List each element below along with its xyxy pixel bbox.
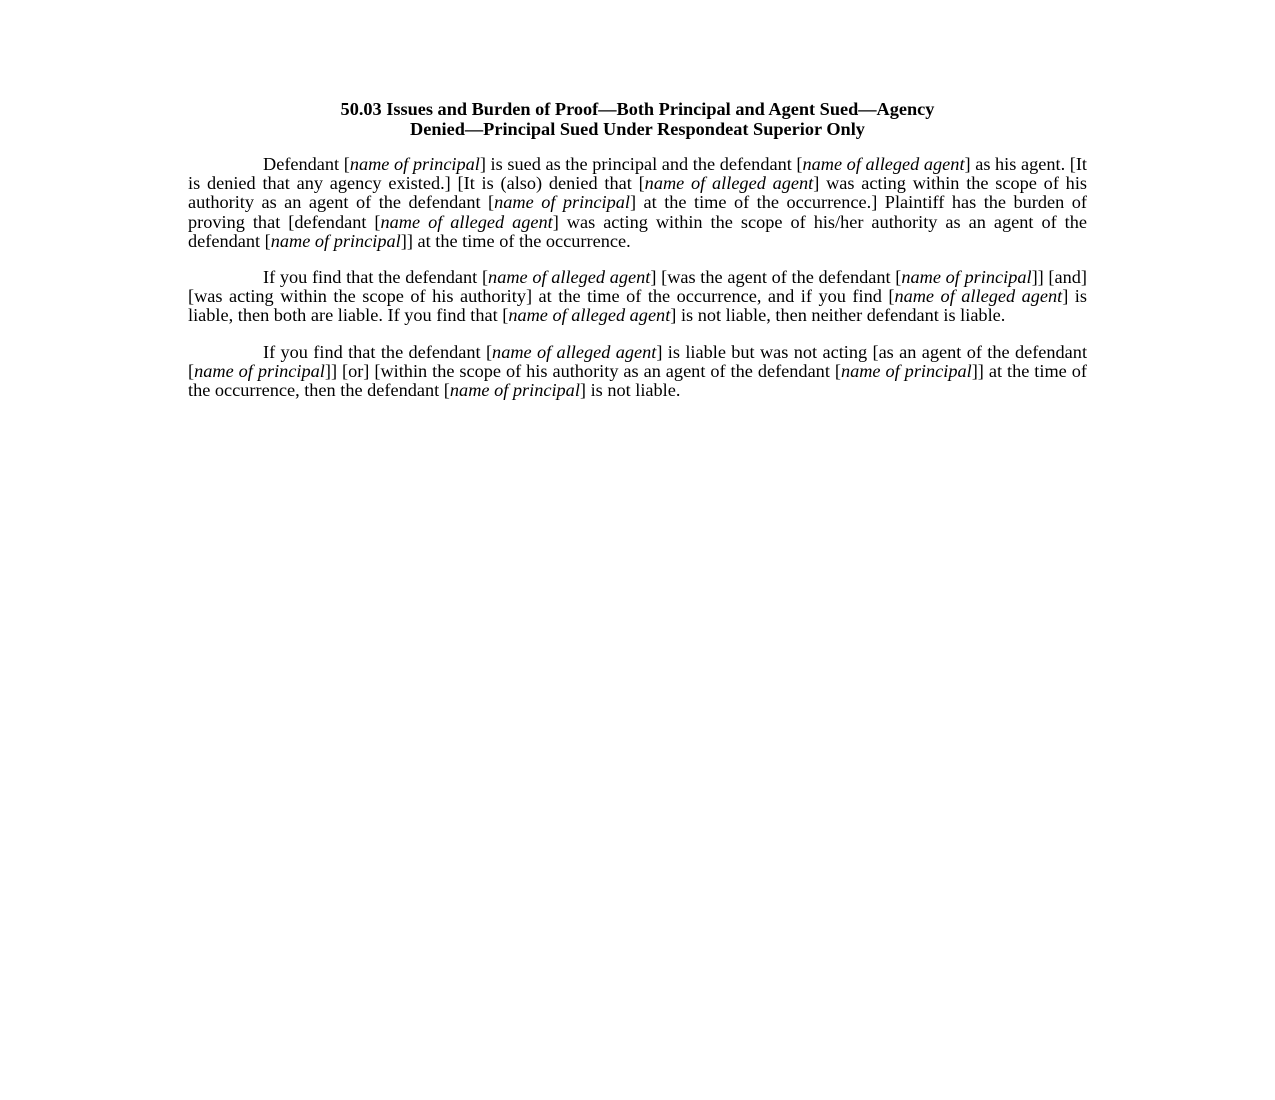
paragraph-text: Defendant [	[263, 154, 350, 174]
placeholder-text: name of principal	[494, 192, 630, 213]
paragraph-text: ] is not liable, then neither defendant is liable.	[670, 305, 1006, 326]
placeholder-text: name of principal	[349, 154, 480, 174]
paragraph-burden-of-proof	[188, 155, 1087, 251]
placeholder-text: name of alleged agent	[488, 267, 651, 288]
paragraph-text: If you find that the defendant [	[263, 341, 493, 362]
paragraph-text: ] is liable, then both are liable. If you find that [	[188, 286, 1088, 326]
paragraph-text: ] is sued as the principal and the defendant [	[479, 154, 803, 174]
placeholder-text: name of principal	[449, 380, 580, 401]
placeholder-text: name of principal	[194, 360, 325, 381]
paragraph-principal-not-liable	[188, 343, 1087, 401]
placeholder-text: name of alleged agent	[508, 305, 671, 326]
paragraph-text: ] is not liable.	[579, 380, 681, 401]
placeholder-text: name of alleged agent	[894, 286, 1063, 307]
placeholder-text: name of alleged agent	[644, 173, 814, 194]
paragraph-text: ] [was the agent of the defendant [	[650, 267, 902, 288]
placeholder-text: name of principal	[901, 267, 1032, 288]
placeholder-text: name of alleged agent	[802, 154, 965, 174]
placeholder-text: name of alleged agent	[380, 211, 553, 232]
document-page	[188, 100, 1087, 417]
paragraph-text: If you find that the defendant [	[263, 267, 489, 288]
paragraph-text: ]] at the time of the occurrence.	[400, 230, 631, 251]
paragraph-text: ]] [or] [within the scope of his authority as an agent of the defendant [	[324, 360, 841, 381]
paragraph-text: ]] at the time of the occurrence, then the defendant [	[188, 360, 1087, 401]
placeholder-text: name of principal	[270, 230, 401, 251]
title-line-2: Denied—Principal Sued Under Respondeat Superior Only	[410, 118, 865, 139]
document-title	[188, 100, 1087, 139]
placeholder-text: name of principal	[840, 360, 972, 381]
placeholder-text: name of alleged agent	[492, 341, 657, 362]
paragraph-both-liable	[188, 268, 1087, 326]
paragraph-text: ] as his agent. [It is denied that any agency existed.] [It is (also) denied that [	[188, 154, 1087, 194]
paragraph-text: ] was acting within the scope of his authority as an agent of the defendant [	[188, 173, 1088, 213]
paragraph-text: ] is liable but was not acting [as an agent of the defendant [	[188, 341, 1088, 381]
paragraph-text: ] was acting within the scope of his/her authority as an agent of the defendant [	[188, 211, 1088, 251]
paragraph-text: ] at the time of the occurrence.] Plaintiff has the burden of proving that [defendant [	[188, 192, 1087, 232]
paragraph-text: ]] [and] [was acting within the scope of his authority] at the time of the occurrence, and if you find [	[188, 267, 1088, 307]
title-line-1: 50.03 Issues and Burden of Proof—Both Principal and Agent Sued—Agency	[340, 99, 935, 119]
